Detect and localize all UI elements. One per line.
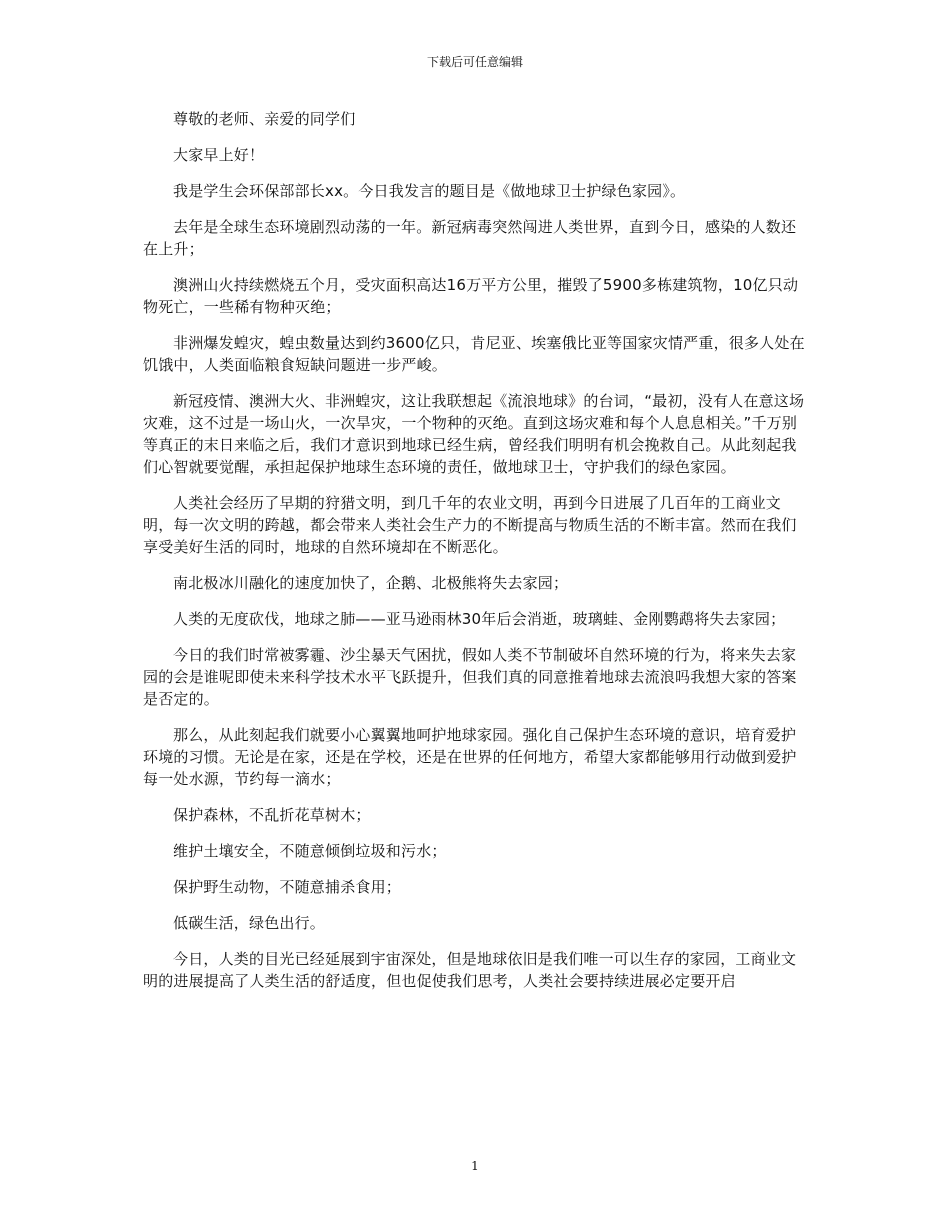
page-header: 下载后可任意编辑 [426, 55, 523, 69]
paragraph: 今日的我们时常被雾霾、沙尘暴天气困扰，假如人类不节制破坏自然环境的行为，将来失去家园的会是谁呢即使未来科学技术水平飞跃提升，但我们真的同意推着地球去流浪吗我想大家的答案是否定的。 [143, 646, 797, 708]
paragraph: 今日，人类的目光已经延展到宇宙深处，但是地球依旧是我们唯一可以生存的家园，工商业文明的进展提高了人类生活的舒适度，但也促使我们思考，人类社会要持续进展必定要开启 [143, 950, 797, 990]
paragraph: 新冠疫情、澳洲大火、非洲蝗灾，这让我联想起《流浪地球》的台词，“最初，没有人在意这场灾难，这不过是一场山火，一次旱灾，一个物种的灭绝。直到这场灾难和每个人息息相关。”千万别等真正的末日来临之后，我们才意识到地球已经生病，曾经我们明明有机会挽救自己。从此刻起我们心智就要觉醒，承担起保护地球生态环境的责任，做地球卫士，守护我们的绿色家园。 [143, 392, 805, 476]
paragraph: 维护土壤安全，不随意倾倒垃圾和污水； [173, 842, 447, 860]
paragraph: 澳洲山火持续燃烧五个月，受灾面积高达16万平方公里，摧毁了5900多栋建筑物，10亿只动物死亡，一些稀有物种灭绝； [143, 276, 799, 316]
paragraph: 非洲爆发蝗灾，蝗虫数量达到约3600亿只，肯尼亚、埃塞俄比亚等国家灾情严重，很多人处在饥饿中，人类面临粮食短缺问题进一步严峻。 [143, 334, 805, 374]
paragraph: 那么，从此刻起我们就要小心翼翼地呵护地球家园。强化自己保护生态环境的意识，培育爱护环境的习惯。无论是在家，还是在学校，还是在世界的任何地方，希望大家都能够用行动做到爱护每一处水源，节约每一滴水； [143, 726, 797, 788]
paragraph: 保护野生动物，不随意捕杀食用； [173, 878, 402, 896]
paragraph: 保护森林，不乱折花草树木； [173, 806, 371, 824]
paragraph: 人类社会经历了早期的狩猎文明，到几千年的农业文明，再到今日进展了几百年的工商业文明，每一次文明的跨越，都会带来人类社会生产力的不断提高与物质生活的不断丰富。然而在我们享受美好生活的同时，地球的自然环境却在不断恶化。 [143, 494, 797, 556]
salutation: 尊敬的老师、亲爱的同学们 [173, 110, 356, 128]
page-number: 1 [471, 1159, 479, 1173]
paragraph: 低碳生活，绿色出行。 [173, 914, 326, 932]
paragraph: 去年是全球生态环境剧烈动荡的一年。新冠病毒突然闯进人类世界，直到今日，感染的人数还在上升； [143, 218, 797, 258]
document-body [143, 108, 811, 1006]
paragraph: 人类的无度砍伐，地球之肺——亚马逊雨林30年后会消逝，玻璃蛙、金刚鹦鹉将失去家园； [173, 610, 786, 628]
paragraph: 南北极冰川融化的速度加快了，企鹅、北极熊将失去家园； [173, 574, 569, 592]
paragraph: 我是学生会环保部部长xx。今日我发言的题目是《做地球卫士护绿色家园》。 [173, 182, 686, 200]
greeting: 大家早上好！ [173, 146, 265, 164]
